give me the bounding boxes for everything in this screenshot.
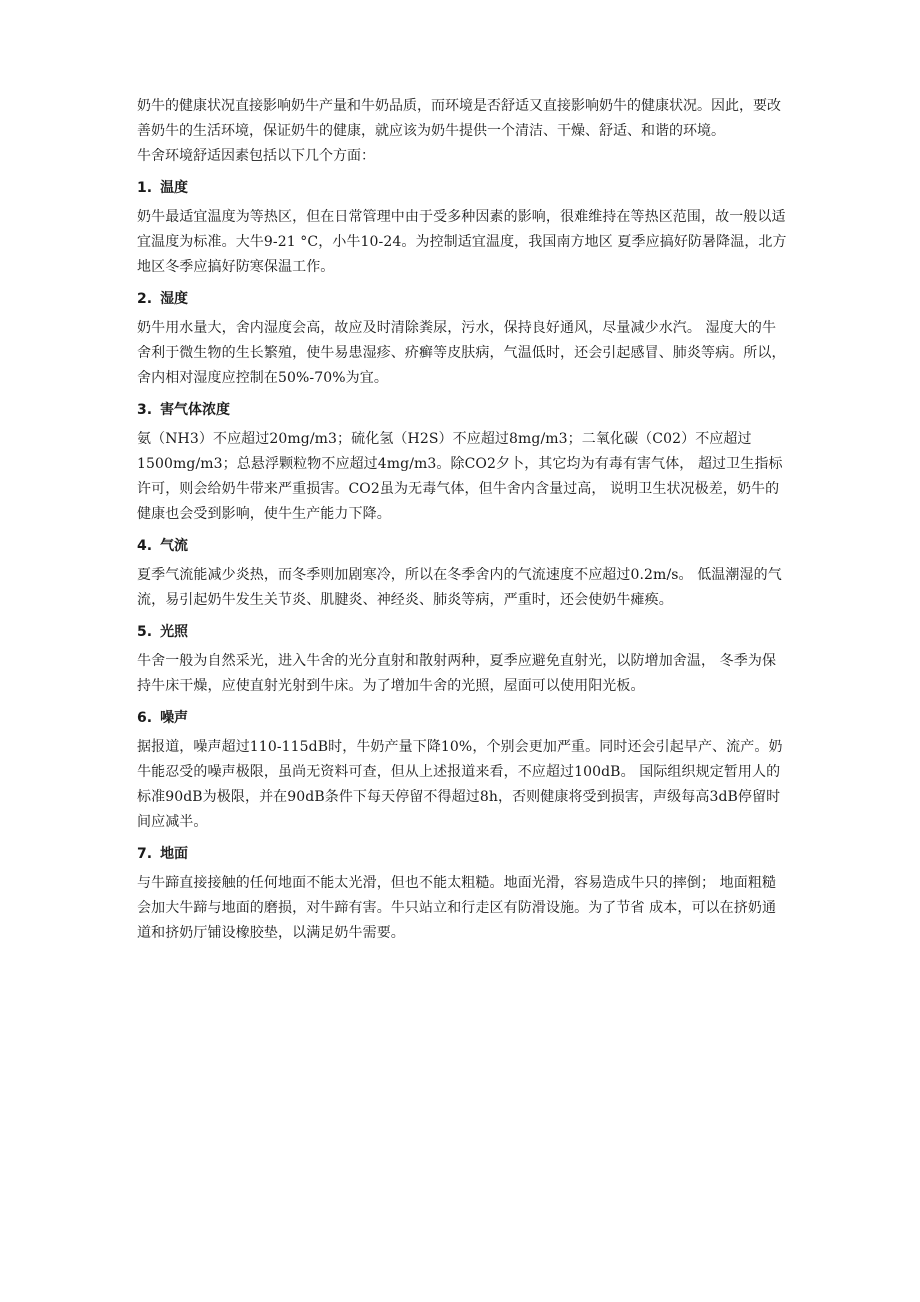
section-title: 噪声 [160,710,189,726]
intro-lead: 牛舍环境舒适因素包括以下几个方面： [137,148,375,164]
section-heading [137,397,787,423]
section-number: 2. [137,291,153,307]
section-text: 夏季气流能减少炎热，而冬季则加剧寒冷，所以在冬季舍内的气流速度不应超过0.2m/s。 低温潮湿的气流，易引起奶牛发生关节炎、肌腱炎、神经炎、肺炎等病，严重时，还会使奶牛瘫痪。 [137,567,782,608]
section-text: 奶牛最适宜温度为等热区，但在日常管理中由于受多种因素的影响，很难维持在等热区范围，故一般以适宜温度为标准。大牛9-21 °C，小牛10-24。为控制适宜温度，我国南方地区 夏季应搞好防暑降温，北方地区冬季应搞好防寒保温工作。 [137,209,787,275]
section-text: 据报道，噪声超过110-115dB时，牛奶产量下降10%，个别会更加严重。同时还会引起早产、流产。奶牛能忍受的噪声极限，虽尚无资料可查，但从上述报道来看，不应超过100dB。 国际组织规定暂用人的标准90dB为极限，并在90dB条件下每天停留不得超过8h，否则健康将受到损害，声级每高3dB停留时间应减半。 [137,739,783,830]
section-title: 湿度 [160,291,189,307]
section-number: 6. [137,710,153,726]
section-title: 害气体浓度 [160,402,231,418]
section-number: 3. [137,402,153,418]
section-text: 与牛蹄直接接触的任何地面不能太光滑，但也不能太粗糙。地面光滑，容易造成牛只的摔倒； 地面粗糙会加大牛蹄与地面的磨损，对牛蹄有害。牛只站立和行走区有防滑设施。为了节省 成本，可以在挤奶通道和挤奶厅铺设橡胶垫，以满足奶牛需要。 [137,875,777,941]
section-heading [137,705,787,731]
section-text: 奶牛用水量大，舍内湿度会高，故应及时清除粪尿，污水，保持良好通风，尽量减少水汽。 湿度大的牛舍利于微生物的生长繁殖，使牛易患湿疹、疥癣等皮肤病，气温低时，还会引起感冒、肺炎等病。所以，舍内相对湿度应控制在50%-70%为宜。 [137,320,786,386]
section-heading [137,286,787,312]
section-title: 气流 [160,538,189,554]
section-noise [137,705,787,835]
intro-paragraph: 奶牛的健康状况直接影响奶牛产量和牛奶品质，而环境是否舒适又直接影响奶牛的健康状况。因此，要改善奶牛的生活环境，保证奶牛的健康，就应该为奶牛提供一个清洁、干燥、舒适、和谐的环境。 [137,98,781,139]
section-number: 4. [137,538,153,554]
section-temperature [137,175,787,280]
section-floor [137,841,787,946]
section-text: 牛舍一般为自然采光，进入牛舍的光分直射和散射两种，夏季应避免直射光，以防增加舍温， 冬季为保持牛床干燥，应使直射光射到牛床。为了增加牛舍的光照，屋面可以使用阳光板。 [137,653,777,694]
section-number: 5. [137,624,153,640]
section-title: 地面 [160,846,189,862]
section-lighting [137,619,787,699]
section-airflow [137,533,787,613]
section-text: 氨（NH3）不应超过20mg/m3；硫化氢（H2S）不应超过8mg/m3；二氧化碳（C02）不应超过1500mg/m3；总悬浮颗粒物不应超过4mg/m3。除CO2夕卜，其它均为有毒有害气体， 超过卫生指标许可，则会给奶牛带来严重损害。CO2虽为无毒气体，但牛舍内含量过高， 说明卫生状况极差，奶牛的健康也会受到影响，使牛生产能力下降。 [137,431,783,522]
section-heading [137,175,787,201]
document-body [137,94,787,950]
section-heading [137,533,787,559]
section-heading [137,841,787,867]
section-number: 7. [137,846,153,862]
section-gas-concentration [137,397,787,527]
section-title: 光照 [160,624,189,640]
section-humidity [137,286,787,391]
section-title: 温度 [160,180,189,196]
section-number: 1. [137,180,153,196]
section-heading [137,619,787,645]
